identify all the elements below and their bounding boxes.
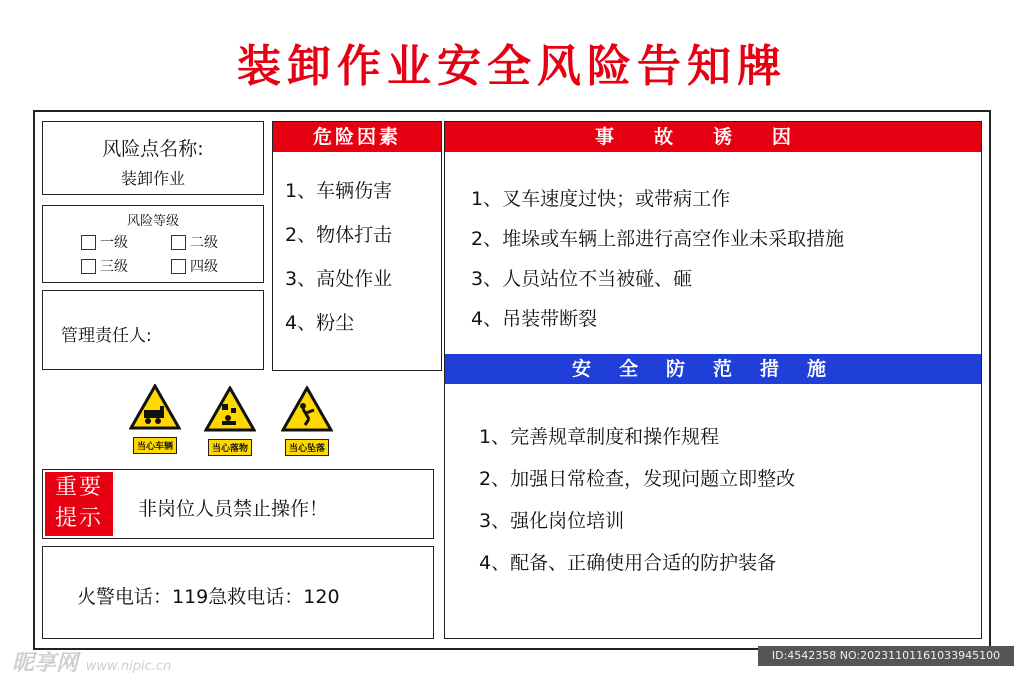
manager-box [42,290,264,370]
falling-object-warning-icon [204,386,256,432]
important-notice-message: 非岗位人员禁止操作！ [138,498,329,520]
sign-caption: 当心坠落 [285,439,329,456]
accident-causes-header: 事故诱因 [445,122,981,152]
emergency-phones-box [42,546,434,639]
hazard-item: 4、粉尘 [285,312,355,334]
sign-falling-object [200,386,260,456]
cause-item: 2、堆垛或车辆上部进行高空作业未采取措施 [471,228,845,250]
important-notice-tag: 重要 提示 [45,472,113,536]
measure-item: 2、加强日常检查，发现问题立即整改 [479,468,796,490]
sign-vehicle [125,384,185,454]
risk-point-box [42,121,264,195]
important-notice-box [42,469,434,539]
risk-level-option-3[interactable]: 三级 [81,256,128,276]
emergency-phones-text: 火警电话：119急救电话：120 [77,586,340,608]
checkbox-icon [171,259,186,274]
fall-warning-icon [281,386,333,432]
risk-level-option-4[interactable]: 四级 [171,256,218,276]
risk-level-header: 风险等级 [126,214,179,229]
measure-item: 1、完善规章制度和操作规程 [479,426,720,448]
hazard-item: 1、车辆伤害 [285,180,393,202]
checkbox-icon [171,235,186,250]
safety-measures-header: 安全防范措施 [445,354,981,384]
hazards-box [272,121,442,371]
hazard-item: 2、物体打击 [285,224,393,246]
risk-level-box [42,205,264,283]
watermark-brand: 昵享网 www.nipic.cn [12,651,172,676]
cause-item: 3、人员站位不当被碰、砸 [471,268,693,290]
hazards-header: 危险因素 [273,122,441,152]
risk-point-value: 装卸作业 [120,169,185,188]
cause-item: 4、吊装带断裂 [471,308,598,330]
risk-level-option-1[interactable]: 一级 [81,232,128,252]
measure-item: 3、强化岗位培训 [479,510,625,532]
watermark-id: ID:4542358 NO:20231101161033945100 [758,646,1014,666]
sign-fall [277,386,337,456]
sign-caption: 当心车辆 [133,437,177,454]
checkbox-icon [81,235,96,250]
measure-item: 4、配备、正确使用合适的防护装备 [479,552,777,574]
hazard-item: 3、高处作业 [285,268,393,290]
page-title: 装卸作业安全风险告知牌 [237,41,787,92]
cause-item: 1、叉车速度过快；或带病工作 [471,188,731,210]
manager-label: 管理责任人: [61,326,152,346]
causes-measures-box [444,121,982,639]
risk-level-option-2[interactable]: 二级 [171,232,218,252]
sign-caption: 当心落物 [208,439,252,456]
checkbox-icon [81,259,96,274]
vehicle-warning-icon [129,384,181,430]
risk-point-label: 风险点名称: [102,138,204,160]
